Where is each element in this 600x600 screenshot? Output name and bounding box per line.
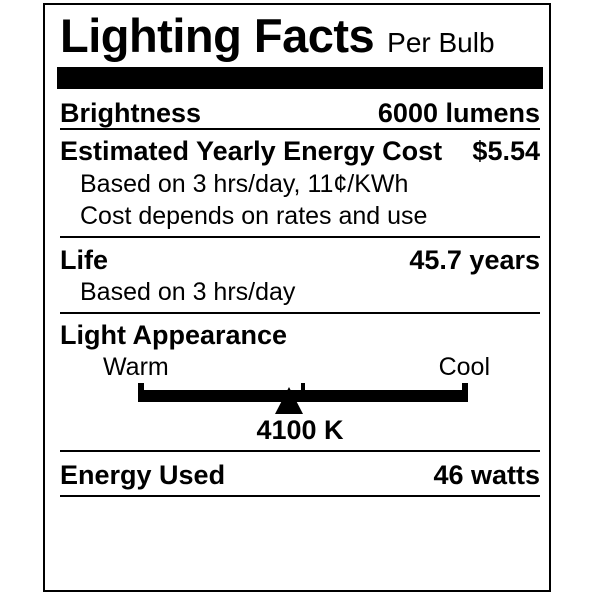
scale-endcap-right bbox=[462, 383, 468, 402]
energy-cost-section bbox=[60, 130, 540, 238]
warm-cool-row bbox=[60, 352, 540, 382]
energy-cost-row bbox=[60, 134, 540, 168]
life-value: 45.7 years bbox=[409, 245, 540, 275]
energy-used-value: 46 watts bbox=[433, 460, 540, 490]
scale-track bbox=[138, 382, 468, 415]
brightness-value: 6000 lumens bbox=[377, 98, 540, 128]
cool-label: Cool bbox=[438, 353, 490, 381]
life-row bbox=[60, 243, 540, 277]
life-label: Life bbox=[60, 245, 109, 275]
lighting-facts-label bbox=[43, 3, 551, 592]
energy-used-row bbox=[60, 452, 540, 497]
energy-cost-label: Estimated Yearly Energy Cost bbox=[60, 136, 443, 166]
label-title: Lighting Facts bbox=[60, 9, 375, 62]
scale-marker-triangle-icon bbox=[275, 387, 303, 414]
scale-endcap-left bbox=[138, 383, 144, 402]
header-bar bbox=[57, 67, 543, 89]
brightness-row bbox=[60, 89, 540, 130]
kelvin-value: 4100 K bbox=[256, 415, 344, 445]
color-temperature-scale bbox=[60, 382, 540, 415]
label-header bbox=[60, 5, 540, 67]
energy-cost-note-disclaimer: Cost depends on rates and use bbox=[80, 202, 428, 230]
label-empty-area bbox=[60, 497, 540, 590]
energy-cost-note-basis: Based on 3 hrs/day, 11¢/KWh bbox=[80, 170, 409, 198]
life-section bbox=[60, 238, 540, 314]
warm-label: Warm bbox=[103, 353, 169, 381]
life-note-basis: Based on 3 hrs/day bbox=[80, 278, 296, 306]
energy-cost-value: $5.54 bbox=[472, 136, 540, 166]
energy-used-label: Energy Used bbox=[60, 460, 226, 490]
light-appearance-heading: Light Appearance bbox=[60, 320, 288, 350]
light-appearance-section bbox=[60, 314, 540, 452]
brightness-label: Brightness bbox=[60, 98, 202, 128]
label-subtitle: Per Bulb bbox=[387, 27, 495, 58]
